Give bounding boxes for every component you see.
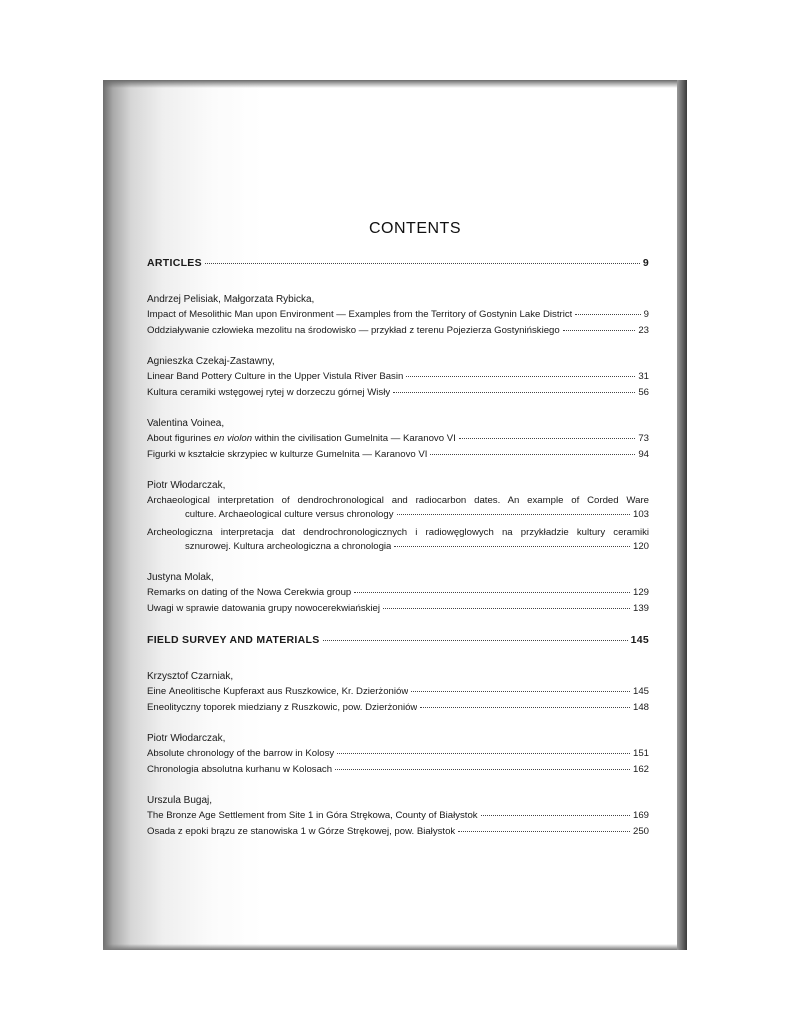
author-name: Valentina Voinea, [147,418,225,429]
book-page [103,80,687,950]
page-title: CONTENTS [369,220,461,237]
toc-entry: Impact of Mesolithic Man upon Environment — Examples from the Territory of Gostynin Lake District 9 [147,309,649,320]
toc-group [147,357,649,404]
section-heading-articles: ARTICLES 9 [147,257,649,269]
author-name: Agnieszka Czekaj-Zastawny, [147,356,275,367]
toc-group [147,419,649,466]
toc-entry: Oddziaływanie człowieka mezolitu na środowisko — przykład z terenu Pojezierza Gostynińskiego 23 [147,325,649,336]
toc-entry: Uwagi w sprawie datowania grupy nowocerekwiańskiej 139 [147,603,649,614]
toc-entry: About figurines en violon within the civilisation Gumelnita — Karanovo VI 73 [147,433,649,444]
toc-entry: Chronologia absolutna kurhanu w Kolosach 162 [147,764,649,775]
toc-group [147,796,649,843]
toc-entry: Eine Äneolitische Kupferaxt aus Ruszkowice, Kr. Dzierżoniów 145 [147,686,649,697]
toc-entry: Figurki w kształcie skrzypiec w kulturze Gumelnita — Karanovo VI 94 [147,449,649,460]
author-name: Urszula Bugaj, [147,795,213,806]
section-heading-field-survey: FIELD SURVEY AND MATERIALS 145 [147,634,649,646]
toc-group [147,481,649,558]
toc-group [147,672,649,719]
author-name: Justyna Molak, [147,572,214,583]
author-name: Piotr Włodarczak, [147,480,226,491]
table-of-contents [147,258,649,858]
toc-entry: Kultura ceramiki wstęgowej rytej w dorzeczu górnej Wisły 56 [147,387,649,398]
page-top-shadow [103,80,687,88]
page-bottom-shadow [103,944,687,950]
toc-entry: Linear Band Pottery Culture in the Upper Vistula River Basin 31 [147,371,649,382]
toc-entry: Remarks on dating of the Nowa Cerekwia group 129 [147,587,649,598]
toc-group [147,295,649,342]
toc-entry: Archeologiczna interpretacja dat dendrochronologicznych i radiowęglowych na przykładzie kultury ceramiki sznurowej. Kultura archeologiczna a chronologia 120 [147,527,649,552]
toc-group [147,573,649,620]
toc-entry: Eneolityczny toporek miedziany z Ruszkowic, pow. Dzierżoniów 148 [147,702,649,713]
toc-entry: The Bronze Age Settlement from Site 1 in Góra Strękowa, County of Białystok 169 [147,810,649,821]
toc-entry: Archaeological interpretation of dendrochronological and radiocarbon dates. An example of Corded Ware culture. Archaeological culture versus chronology 103 [147,495,649,520]
toc-entry: Absolute chronology of the barrow in Kolosy 151 [147,748,649,759]
toc-group [147,734,649,781]
toc-entry: Osada z epoki brązu ze stanowiska 1 w Górze Strękowej, pow. Białystok 250 [147,826,649,837]
author-name: Krzysztof Czarniak, [147,671,234,682]
author-name: Piotr Włodarczak, [147,733,226,744]
author-name: Andrzej Pelisiak, Małgorzata Rybicka, [147,294,315,305]
